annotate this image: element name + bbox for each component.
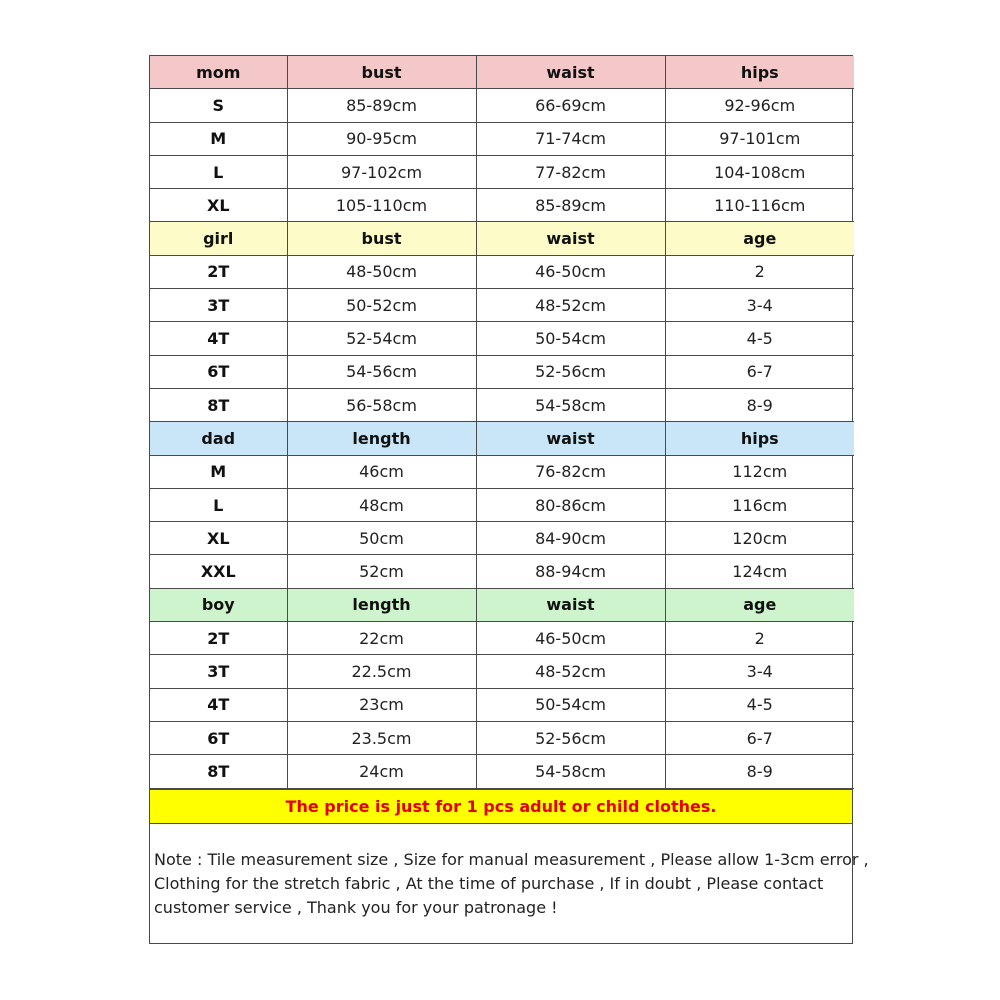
price-banner: The price is just for 1 pcs adult or child clothes. <box>150 789 852 823</box>
girl-header-row <box>150 222 854 255</box>
column-header: waist <box>476 588 665 621</box>
measurement-cell: 23cm <box>287 688 476 721</box>
note-line: Note : Tile measurement size , Size for manual measurement , Please allow 1-3cm error , <box>154 849 869 869</box>
table-row <box>150 189 854 222</box>
measurement-cell: 22cm <box>287 622 476 655</box>
table-row <box>150 388 854 421</box>
size-table <box>150 56 854 789</box>
measurement-cell: 2 <box>665 255 854 288</box>
measurement-cell: 52-56cm <box>476 721 665 754</box>
measurement-cell: 46cm <box>287 455 476 488</box>
size-label: 3T <box>150 289 287 322</box>
section-label: dad <box>150 422 287 455</box>
column-header: bust <box>287 222 476 255</box>
size-label: L <box>150 155 287 188</box>
note-line: customer service , Thank you for your patronage ! <box>154 897 558 917</box>
table-row <box>150 655 854 688</box>
column-header: age <box>665 222 854 255</box>
measurement-cell: 50cm <box>287 522 476 555</box>
size-label: M <box>150 122 287 155</box>
table-row <box>150 488 854 521</box>
column-header: age <box>665 588 854 621</box>
column-header: waist <box>476 56 665 89</box>
table-row <box>150 721 854 754</box>
measurement-cell: 50-54cm <box>476 688 665 721</box>
measurement-cell: 22.5cm <box>287 655 476 688</box>
measurement-cell: 71-74cm <box>476 122 665 155</box>
measurement-cell: 120cm <box>665 522 854 555</box>
size-label: M <box>150 455 287 488</box>
column-header: hips <box>665 422 854 455</box>
section-label: boy <box>150 588 287 621</box>
measurement-cell: 52cm <box>287 555 476 588</box>
measurement-cell: 104-108cm <box>665 155 854 188</box>
measurement-cell: 24cm <box>287 755 476 788</box>
measurement-cell: 90-95cm <box>287 122 476 155</box>
measurement-cell: 76-82cm <box>476 455 665 488</box>
measurement-cell: 124cm <box>665 555 854 588</box>
measurement-cell: 97-102cm <box>287 155 476 188</box>
boy-header-row <box>150 588 854 621</box>
table-row <box>150 255 854 288</box>
column-header: length <box>287 588 476 621</box>
size-label: 3T <box>150 655 287 688</box>
measurement-cell: 77-82cm <box>476 155 665 188</box>
measurement-cell: 48-52cm <box>476 655 665 688</box>
measurement-cell: 23.5cm <box>287 721 476 754</box>
size-label: 2T <box>150 622 287 655</box>
measurement-cell: 52-56cm <box>476 355 665 388</box>
measurement-cell: 105-110cm <box>287 189 476 222</box>
measurement-cell: 46-50cm <box>476 255 665 288</box>
table-row <box>150 455 854 488</box>
measurement-cell: 4-5 <box>665 688 854 721</box>
column-header: bust <box>287 56 476 89</box>
measurement-cell: 110-116cm <box>665 189 854 222</box>
measurement-cell: 84-90cm <box>476 522 665 555</box>
section-label: mom <box>150 56 287 89</box>
measurement-cell: 116cm <box>665 488 854 521</box>
measurement-cell: 66-69cm <box>476 89 665 122</box>
dad-header-row <box>150 422 854 455</box>
measurement-cell: 3-4 <box>665 289 854 322</box>
table-row <box>150 322 854 355</box>
size-label: 6T <box>150 355 287 388</box>
size-label: L <box>150 488 287 521</box>
measurement-cell: 54-56cm <box>287 355 476 388</box>
table-row <box>150 622 854 655</box>
measurement-cell: 46-50cm <box>476 622 665 655</box>
measurement-cell: 48-50cm <box>287 255 476 288</box>
measurement-cell: 8-9 <box>665 388 854 421</box>
section-label: girl <box>150 222 287 255</box>
size-label: 4T <box>150 322 287 355</box>
column-header: waist <box>476 422 665 455</box>
column-header: waist <box>476 222 665 255</box>
size-label: 4T <box>150 688 287 721</box>
size-label: 8T <box>150 755 287 788</box>
measurement-cell: 4-5 <box>665 322 854 355</box>
measurement-cell: 85-89cm <box>287 89 476 122</box>
size-label: 8T <box>150 388 287 421</box>
measurement-cell: 85-89cm <box>476 189 665 222</box>
table-row <box>150 355 854 388</box>
measurement-cell: 54-58cm <box>476 388 665 421</box>
table-row <box>150 122 854 155</box>
table-row <box>150 155 854 188</box>
measurement-cell: 52-54cm <box>287 322 476 355</box>
measurement-cell: 54-58cm <box>476 755 665 788</box>
note-line: Clothing for the stretch fabric , At the time of purchase , If in doubt , Please contact <box>154 873 824 893</box>
table-row <box>150 522 854 555</box>
note-text <box>150 823 869 943</box>
size-label: XL <box>150 189 287 222</box>
column-header: hips <box>665 56 854 89</box>
measurement-cell: 48-52cm <box>476 289 665 322</box>
measurement-cell: 8-9 <box>665 755 854 788</box>
measurement-cell: 3-4 <box>665 655 854 688</box>
table-row <box>150 89 854 122</box>
measurement-cell: 92-96cm <box>665 89 854 122</box>
table-row <box>150 289 854 322</box>
measurement-cell: 88-94cm <box>476 555 665 588</box>
measurement-cell: 6-7 <box>665 721 854 754</box>
column-header: length <box>287 422 476 455</box>
measurement-cell: 56-58cm <box>287 388 476 421</box>
measurement-cell: 80-86cm <box>476 488 665 521</box>
size-chart <box>149 55 869 944</box>
size-label: XL <box>150 522 287 555</box>
measurement-cell: 6-7 <box>665 355 854 388</box>
mom-header-row <box>150 56 854 89</box>
measurement-cell: 112cm <box>665 455 854 488</box>
size-label: S <box>150 89 287 122</box>
table-row <box>150 555 854 588</box>
size-label: 2T <box>150 255 287 288</box>
table-row <box>150 755 854 788</box>
measurement-cell: 50-54cm <box>476 322 665 355</box>
size-label: 6T <box>150 721 287 754</box>
measurement-cell: 48cm <box>287 488 476 521</box>
measurement-cell: 97-101cm <box>665 122 854 155</box>
measurement-cell: 50-52cm <box>287 289 476 322</box>
size-label: XXL <box>150 555 287 588</box>
table-row <box>150 688 854 721</box>
measurement-cell: 2 <box>665 622 854 655</box>
